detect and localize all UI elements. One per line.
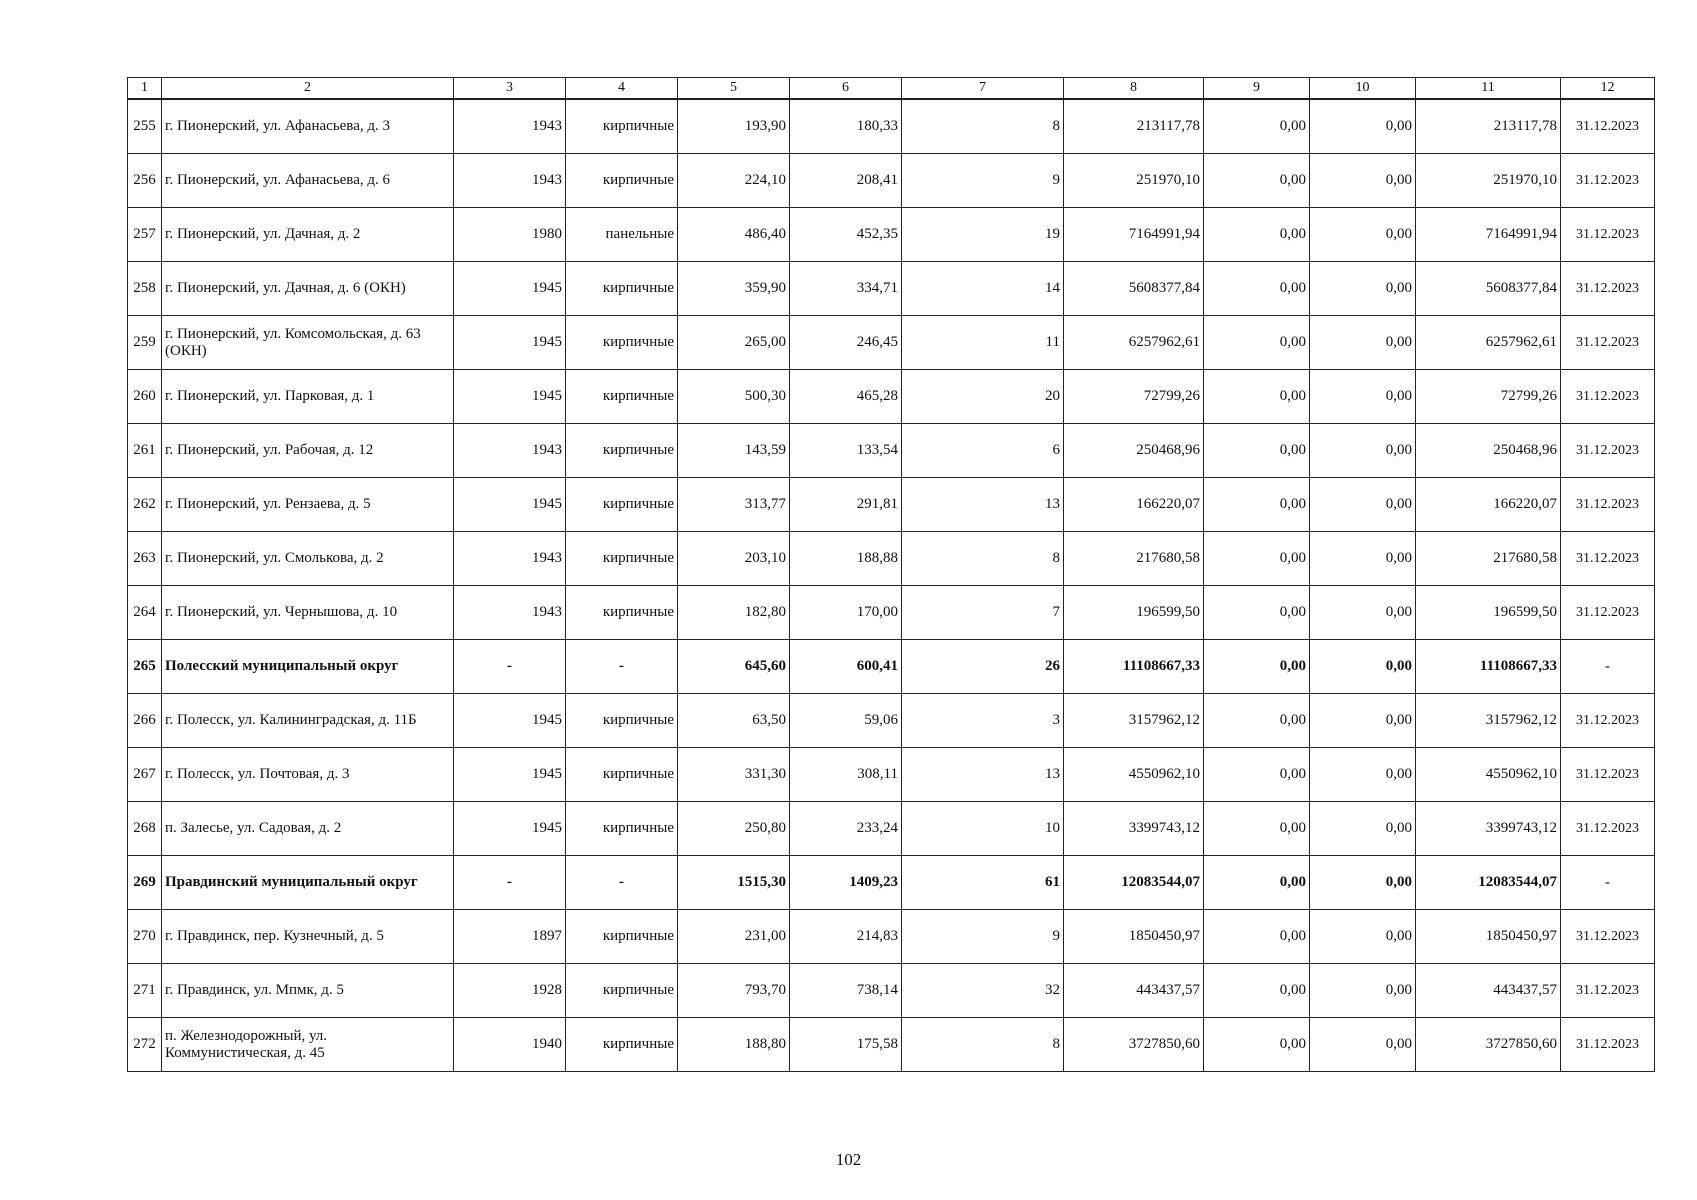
total-area-cell: 793,70: [678, 964, 790, 1018]
residents-cell: 9: [902, 910, 1064, 964]
fund-amount-cell: 0,00: [1204, 424, 1310, 478]
table-row: [128, 154, 1655, 208]
subsidy-amount-cell: 0,00: [1310, 586, 1416, 640]
row-number: 259: [128, 316, 162, 370]
completion-date-cell: 31.12.2023: [1561, 370, 1655, 424]
address-cell: п. Железнодорожный, ул. Коммунистическая, д. 45: [162, 1018, 454, 1072]
completion-date-cell: 31.12.2023: [1561, 586, 1655, 640]
local-budget-cell: 443437,57: [1416, 964, 1561, 1018]
total-area-cell: 224,10: [678, 154, 790, 208]
table-row: [128, 964, 1655, 1018]
row-number: 261: [128, 424, 162, 478]
total-area-cell: 486,40: [678, 208, 790, 262]
row-number: 264: [128, 586, 162, 640]
residents-cell: 8: [902, 99, 1064, 154]
subsidy-amount-cell: 0,00: [1310, 532, 1416, 586]
local-budget-cell: 3727850,60: [1416, 1018, 1561, 1072]
table-row: [128, 99, 1655, 154]
column-header: 11: [1416, 78, 1561, 100]
living-area-cell: 452,35: [790, 208, 902, 262]
table-row: [128, 694, 1655, 748]
total-area-cell: 63,50: [678, 694, 790, 748]
residents-cell: 8: [902, 1018, 1064, 1072]
year-cell: 1945: [454, 478, 566, 532]
local-budget-cell: 196599,50: [1416, 586, 1561, 640]
fund-amount-cell: 0,00: [1204, 532, 1310, 586]
living-area-cell: 175,58: [790, 1018, 902, 1072]
subsidy-amount-cell: 0,00: [1310, 154, 1416, 208]
residents-cell: 10: [902, 802, 1064, 856]
total-cost-cell: 4550962,10: [1064, 748, 1204, 802]
living-area-cell: 59,06: [790, 694, 902, 748]
fund-amount-cell: 0,00: [1204, 478, 1310, 532]
column-header: 7: [902, 78, 1064, 100]
address-cell: Полесский муниципальный округ: [162, 640, 454, 694]
local-budget-cell: 11108667,33: [1416, 640, 1561, 694]
address-cell: г. Полесск, ул. Почтовая, д. 3: [162, 748, 454, 802]
subsidy-amount-cell: 0,00: [1310, 478, 1416, 532]
total-area-cell: 250,80: [678, 802, 790, 856]
total-cost-cell: 6257962,61: [1064, 316, 1204, 370]
total-cost-cell: 3399743,12: [1064, 802, 1204, 856]
total-area-cell: 188,80: [678, 1018, 790, 1072]
total-cost-cell: 196599,50: [1064, 586, 1204, 640]
wall-material-cell: кирпичные: [566, 478, 678, 532]
local-budget-cell: 12083544,07: [1416, 856, 1561, 910]
total-cost-cell: 72799,26: [1064, 370, 1204, 424]
address-cell: г. Пионерский, ул. Рабочая, д. 12: [162, 424, 454, 478]
year-cell: 1943: [454, 154, 566, 208]
column-header: 12: [1561, 78, 1655, 100]
living-area-cell: 180,33: [790, 99, 902, 154]
address-cell: Правдинский муниципальный округ: [162, 856, 454, 910]
residents-cell: 13: [902, 748, 1064, 802]
row-number: 267: [128, 748, 162, 802]
completion-date-cell: -: [1561, 640, 1655, 694]
column-header: 1: [128, 78, 162, 100]
address-cell: г. Пионерский, ул. Чернышова, д. 10: [162, 586, 454, 640]
subsidy-amount-cell: 0,00: [1310, 964, 1416, 1018]
total-area-cell: 193,90: [678, 99, 790, 154]
subsidy-amount-cell: 0,00: [1310, 748, 1416, 802]
total-cost-cell: 1850450,97: [1064, 910, 1204, 964]
completion-date-cell: 31.12.2023: [1561, 1018, 1655, 1072]
address-cell: п. Залесье, ул. Садовая, д. 2: [162, 802, 454, 856]
living-area-cell: 208,41: [790, 154, 902, 208]
local-budget-cell: 213117,78: [1416, 99, 1561, 154]
local-budget-cell: 5608377,84: [1416, 262, 1561, 316]
column-header: 5: [678, 78, 790, 100]
year-cell: -: [454, 640, 566, 694]
local-budget-cell: 3399743,12: [1416, 802, 1561, 856]
local-budget-cell: 4550962,10: [1416, 748, 1561, 802]
fund-amount-cell: 0,00: [1204, 964, 1310, 1018]
residents-cell: 20: [902, 370, 1064, 424]
subsidy-amount-cell: 0,00: [1310, 370, 1416, 424]
total-area-cell: 182,80: [678, 586, 790, 640]
local-budget-cell: 6257962,61: [1416, 316, 1561, 370]
wall-material-cell: кирпичные: [566, 910, 678, 964]
subsidy-amount-cell: 0,00: [1310, 316, 1416, 370]
table-row: [128, 424, 1655, 478]
living-area-cell: 246,45: [790, 316, 902, 370]
residents-cell: 3: [902, 694, 1064, 748]
table-row: [128, 748, 1655, 802]
living-area-cell: 334,71: [790, 262, 902, 316]
completion-date-cell: 31.12.2023: [1561, 802, 1655, 856]
completion-date-cell: 31.12.2023: [1561, 964, 1655, 1018]
fund-amount-cell: 0,00: [1204, 748, 1310, 802]
residents-cell: 6: [902, 424, 1064, 478]
total-cost-cell: 3157962,12: [1064, 694, 1204, 748]
year-cell: 1945: [454, 802, 566, 856]
completion-date-cell: 31.12.2023: [1561, 532, 1655, 586]
total-area-cell: 265,00: [678, 316, 790, 370]
year-cell: 1943: [454, 586, 566, 640]
residents-cell: 26: [902, 640, 1064, 694]
year-cell: 1945: [454, 694, 566, 748]
year-cell: 1943: [454, 99, 566, 154]
fund-amount-cell: 0,00: [1204, 586, 1310, 640]
wall-material-cell: -: [566, 856, 678, 910]
year-cell: 1980: [454, 208, 566, 262]
fund-amount-cell: 0,00: [1204, 856, 1310, 910]
subsidy-amount-cell: 0,00: [1310, 262, 1416, 316]
fund-amount-cell: 0,00: [1204, 694, 1310, 748]
table-row: [128, 262, 1655, 316]
living-area-cell: 465,28: [790, 370, 902, 424]
wall-material-cell: кирпичные: [566, 694, 678, 748]
table-row: [128, 586, 1655, 640]
local-budget-cell: 3157962,12: [1416, 694, 1561, 748]
housing-registry-table: [127, 77, 1655, 1072]
total-cost-cell: 12083544,07: [1064, 856, 1204, 910]
living-area-cell: 233,24: [790, 802, 902, 856]
living-area-cell: 170,00: [790, 586, 902, 640]
row-number: 256: [128, 154, 162, 208]
row-number: 266: [128, 694, 162, 748]
row-number: 270: [128, 910, 162, 964]
row-number: 255: [128, 99, 162, 154]
year-cell: 1940: [454, 1018, 566, 1072]
wall-material-cell: -: [566, 640, 678, 694]
completion-date-cell: 31.12.2023: [1561, 208, 1655, 262]
subsidy-amount-cell: 0,00: [1310, 1018, 1416, 1072]
total-area-cell: 143,59: [678, 424, 790, 478]
fund-amount-cell: 0,00: [1204, 262, 1310, 316]
wall-material-cell: кирпичные: [566, 262, 678, 316]
row-number: 269: [128, 856, 162, 910]
address-cell: г. Пионерский, ул. Рензаева, д. 5: [162, 478, 454, 532]
total-cost-cell: 3727850,60: [1064, 1018, 1204, 1072]
total-cost-cell: 166220,07: [1064, 478, 1204, 532]
living-area-cell: 188,88: [790, 532, 902, 586]
residents-cell: 13: [902, 478, 1064, 532]
year-cell: 1945: [454, 748, 566, 802]
living-area-cell: 133,54: [790, 424, 902, 478]
wall-material-cell: кирпичные: [566, 99, 678, 154]
row-number: 271: [128, 964, 162, 1018]
wall-material-cell: кирпичные: [566, 802, 678, 856]
local-budget-cell: 7164991,94: [1416, 208, 1561, 262]
living-area-cell: 600,41: [790, 640, 902, 694]
year-cell: 1897: [454, 910, 566, 964]
wall-material-cell: кирпичные: [566, 748, 678, 802]
total-area-cell: 231,00: [678, 910, 790, 964]
column-header: 2: [162, 78, 454, 100]
wall-material-cell: кирпичные: [566, 316, 678, 370]
completion-date-cell: -: [1561, 856, 1655, 910]
total-cost-cell: 7164991,94: [1064, 208, 1204, 262]
fund-amount-cell: 0,00: [1204, 640, 1310, 694]
total-area-cell: 359,90: [678, 262, 790, 316]
column-header: 8: [1064, 78, 1204, 100]
completion-date-cell: 31.12.2023: [1561, 694, 1655, 748]
residents-cell: 32: [902, 964, 1064, 1018]
year-cell: 1928: [454, 964, 566, 1018]
total-area-cell: 500,30: [678, 370, 790, 424]
living-area-cell: 214,83: [790, 910, 902, 964]
total-cost-cell: 217680,58: [1064, 532, 1204, 586]
column-header: 6: [790, 78, 902, 100]
fund-amount-cell: 0,00: [1204, 370, 1310, 424]
wall-material-cell: кирпичные: [566, 1018, 678, 1072]
total-area-cell: 645,60: [678, 640, 790, 694]
residents-cell: 61: [902, 856, 1064, 910]
table-row: [128, 370, 1655, 424]
fund-amount-cell: 0,00: [1204, 99, 1310, 154]
residents-cell: 8: [902, 532, 1064, 586]
subsidy-amount-cell: 0,00: [1310, 802, 1416, 856]
subsidy-amount-cell: 0,00: [1310, 424, 1416, 478]
address-cell: г. Полесск, ул. Калининградская, д. 11Б: [162, 694, 454, 748]
table-row: [128, 478, 1655, 532]
table-body: [128, 78, 1655, 1072]
wall-material-cell: кирпичные: [566, 964, 678, 1018]
column-header: 3: [454, 78, 566, 100]
wall-material-cell: панельные: [566, 208, 678, 262]
subsidy-amount-cell: 0,00: [1310, 910, 1416, 964]
living-area-cell: 738,14: [790, 964, 902, 1018]
district-subtotal-row: [128, 856, 1655, 910]
row-number: 265: [128, 640, 162, 694]
table-row: [128, 532, 1655, 586]
local-budget-cell: 72799,26: [1416, 370, 1561, 424]
year-cell: -: [454, 856, 566, 910]
year-cell: 1945: [454, 262, 566, 316]
wall-material-cell: кирпичные: [566, 154, 678, 208]
fund-amount-cell: 0,00: [1204, 802, 1310, 856]
row-number: 268: [128, 802, 162, 856]
address-cell: г. Пионерский, ул. Парковая, д. 1: [162, 370, 454, 424]
fund-amount-cell: 0,00: [1204, 910, 1310, 964]
local-budget-cell: 1850450,97: [1416, 910, 1561, 964]
column-header: 9: [1204, 78, 1310, 100]
wall-material-cell: кирпичные: [566, 424, 678, 478]
address-cell: г. Пионерский, ул. Афанасьева, д. 6: [162, 154, 454, 208]
address-cell: г. Правдинск, пер. Кузнечный, д. 5: [162, 910, 454, 964]
total-cost-cell: 5608377,84: [1064, 262, 1204, 316]
column-header: 4: [566, 78, 678, 100]
completion-date-cell: 31.12.2023: [1561, 316, 1655, 370]
completion-date-cell: 31.12.2023: [1561, 99, 1655, 154]
wall-material-cell: кирпичные: [566, 586, 678, 640]
row-number: 260: [128, 370, 162, 424]
subsidy-amount-cell: 0,00: [1310, 208, 1416, 262]
completion-date-cell: 31.12.2023: [1561, 910, 1655, 964]
address-cell: г. Пионерский, ул. Комсомольская, д. 63 (ОКН): [162, 316, 454, 370]
year-cell: 1943: [454, 424, 566, 478]
year-cell: 1943: [454, 532, 566, 586]
total-area-cell: 331,30: [678, 748, 790, 802]
wall-material-cell: кирпичные: [566, 370, 678, 424]
local-budget-cell: 166220,07: [1416, 478, 1561, 532]
fund-amount-cell: 0,00: [1204, 208, 1310, 262]
row-number: 258: [128, 262, 162, 316]
fund-amount-cell: 0,00: [1204, 316, 1310, 370]
residents-cell: 19: [902, 208, 1064, 262]
living-area-cell: 291,81: [790, 478, 902, 532]
completion-date-cell: 31.12.2023: [1561, 424, 1655, 478]
table-row: [128, 802, 1655, 856]
fund-amount-cell: 0,00: [1204, 154, 1310, 208]
total-area-cell: 313,77: [678, 478, 790, 532]
subsidy-amount-cell: 0,00: [1310, 856, 1416, 910]
completion-date-cell: 31.12.2023: [1561, 478, 1655, 532]
row-number: 263: [128, 532, 162, 586]
completion-date-cell: 31.12.2023: [1561, 154, 1655, 208]
fund-amount-cell: 0,00: [1204, 1018, 1310, 1072]
subsidy-amount-cell: 0,00: [1310, 640, 1416, 694]
year-cell: 1945: [454, 316, 566, 370]
living-area-cell: 308,11: [790, 748, 902, 802]
address-cell: г. Пионерский, ул. Дачная, д. 2: [162, 208, 454, 262]
living-area-cell: 1409,23: [790, 856, 902, 910]
row-number: 262: [128, 478, 162, 532]
column-header: 10: [1310, 78, 1416, 100]
total-cost-cell: 213117,78: [1064, 99, 1204, 154]
page-number: 102: [835, 1150, 862, 1169]
residents-cell: 7: [902, 586, 1064, 640]
total-cost-cell: 251970,10: [1064, 154, 1204, 208]
residents-cell: 14: [902, 262, 1064, 316]
subsidy-amount-cell: 0,00: [1310, 99, 1416, 154]
table-row: [128, 316, 1655, 370]
completion-date-cell: 31.12.2023: [1561, 262, 1655, 316]
column-number-header-row: [128, 78, 1655, 100]
address-cell: г. Пионерский, ул. Дачная, д. 6 (ОКН): [162, 262, 454, 316]
residents-cell: 11: [902, 316, 1064, 370]
table-row: [128, 910, 1655, 964]
local-budget-cell: 217680,58: [1416, 532, 1561, 586]
completion-date-cell: 31.12.2023: [1561, 748, 1655, 802]
row-number: 257: [128, 208, 162, 262]
local-budget-cell: 250468,96: [1416, 424, 1561, 478]
total-cost-cell: 11108667,33: [1064, 640, 1204, 694]
total-area-cell: 1515,30: [678, 856, 790, 910]
subsidy-amount-cell: 0,00: [1310, 694, 1416, 748]
address-cell: г. Правдинск, ул. Мпмк, д. 5: [162, 964, 454, 1018]
total-cost-cell: 443437,57: [1064, 964, 1204, 1018]
district-subtotal-row: [128, 640, 1655, 694]
table-row: [128, 208, 1655, 262]
address-cell: г. Пионерский, ул. Смолькова, д. 2: [162, 532, 454, 586]
local-budget-cell: 251970,10: [1416, 154, 1561, 208]
total-cost-cell: 250468,96: [1064, 424, 1204, 478]
total-area-cell: 203,10: [678, 532, 790, 586]
year-cell: 1945: [454, 370, 566, 424]
table-row: [128, 1018, 1655, 1072]
address-cell: г. Пионерский, ул. Афанасьева, д. 3: [162, 99, 454, 154]
residents-cell: 9: [902, 154, 1064, 208]
row-number: 272: [128, 1018, 162, 1072]
wall-material-cell: кирпичные: [566, 532, 678, 586]
